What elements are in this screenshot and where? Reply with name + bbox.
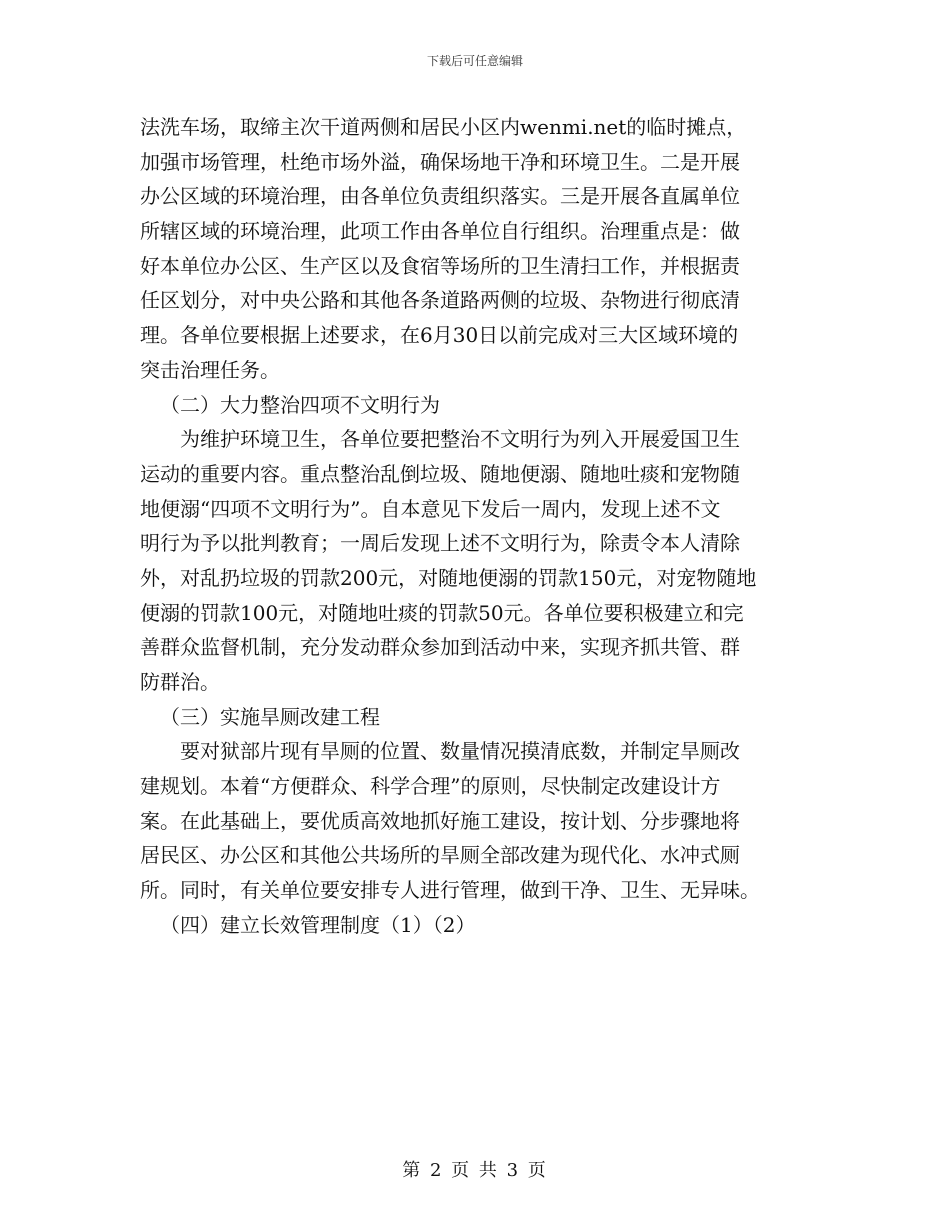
body-line: 突击治理任务。: [140, 357, 280, 382]
body-line: 建规划。本着“方便群众、科学合理”的原则，尽快制定改建设计方: [140, 774, 721, 799]
body-line: 便溺的罚款100元，对随地吐痰的罚款50元。各单位要积极建立和完: [140, 600, 744, 625]
body-line: 明行为予以批判教育；一周后发现上述不文明行为，除责令本人清除: [140, 531, 740, 556]
body-line: 善群众监督机制，充分发动群众参加到活动中来，实现齐抓共管、群: [140, 635, 740, 660]
body-line: 居民区、办公区和其他公共场所的旱厕全部改建为现代化、水冲式厕: [140, 843, 740, 868]
body-line: 防群治。: [140, 670, 220, 694]
body-line: 地便溺“四项不文明行为”。自本意见下发后一周内，发现上述不文: [140, 496, 721, 521]
body-line: 办公区域的环境治理，由各单位负责组织落实。三是开展各直属单位: [140, 184, 740, 209]
section-heading-3: （三）实施旱厕改建工程: [160, 704, 380, 729]
body-line: 运动的重要内容。重点整治乱倒垃圾、随地便溺、随地吐痰和宠物随: [140, 461, 740, 486]
body-line: 所。同时，有关单位要安排专人进行管理，做到干净、卫生、无异味。: [140, 878, 760, 903]
body-line: 所辖区域的环境治理，此项工作由各单位自行组织。治理重点是：做: [140, 219, 740, 244]
page-number: 第 2 页 共 3 页: [402, 1160, 548, 1181]
body-line: 案。在此基础上，要优质高效地抓好施工建设，按计划、分步骤地将: [140, 808, 740, 833]
body-line: 任区划分，对中央公路和其他各条道路两侧的垃圾、杂物进行彻底清: [140, 288, 740, 313]
body-line: 理。各单位要根据上述要求，在6月30日以前完成对三大区域环境的: [140, 323, 739, 348]
body-line: 加强市场管理，杜绝市场外溢，确保场地干净和环境卫生。二是开展: [140, 149, 740, 174]
body-line: 好本单位办公区、生产区以及食宿等场所的卫生清扫工作，并根据责: [140, 253, 740, 278]
paragraph-start: 为维护环境卫生，各单位要把整治不文明行为列入开展爱国卫生: [180, 427, 740, 452]
body-line: 法洗车场，取缔主次干道两侧和居民小区内wenmi.net的临时摊点，: [140, 115, 747, 139]
body-line: 外，对乱扔垃圾的罚款200元，对随地便溺的罚款150元，对宠物随地: [140, 565, 757, 590]
document-body: [140, 110, 810, 943]
section-heading-2: （二）大力整治四项不文明行为: [160, 392, 440, 417]
page-header: 下载后可任意编辑: [426, 54, 523, 68]
paragraph-start: 要对狱部片现有旱厕的位置、数量情况摸清底数，并制定旱厕改: [180, 739, 740, 764]
section-heading-4: （四）建立长效管理制度（1）（2）: [160, 912, 476, 937]
